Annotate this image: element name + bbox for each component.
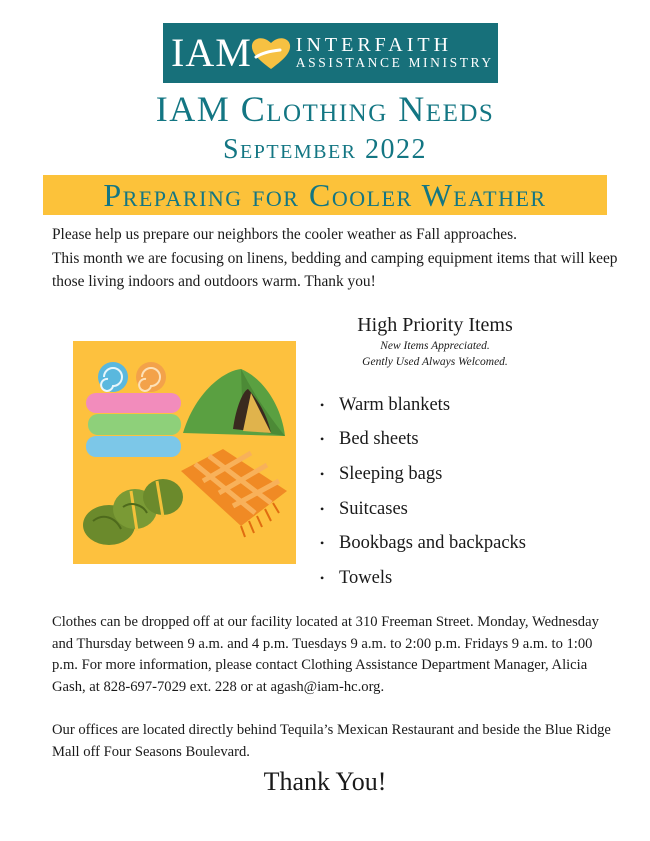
priority-note-new: New Items Appreciated. [380,340,490,352]
bullet-icon: • [320,397,325,412]
list-item [320,423,526,458]
logo-wordmark [296,35,494,70]
item-label: Warm blankets [339,394,451,415]
bullet-icon: • [320,501,325,516]
closing-thank-you: Thank You! [263,767,387,796]
intro-line-1: Please help us prepare our neighbors the cooler weather as Fall approaches. [52,226,517,243]
bullet-icon: • [320,536,325,551]
item-label: Bed sheets [339,429,419,450]
list-item [320,388,526,423]
theme-banner [43,175,607,215]
item-label: Suitcases [339,498,408,519]
folded-towel-green-icon [88,414,181,435]
checkered-blanket-icon [181,449,287,537]
rolled-towel-orange-icon [136,362,166,392]
folded-towel-pink-icon [86,393,181,413]
bullet-icon: • [320,466,325,481]
logo-line-ministry: ASSISTANCE MINISTRY [295,55,494,71]
intro-text [52,223,622,294]
list-item [320,526,526,561]
item-label: Sleeping bags [339,463,443,484]
iam-logo [163,23,498,83]
logo-letters: IAM [171,30,252,75]
page-subtitle: September 2022 [222,134,428,165]
dropoff-info: Clothes can be dropped off at our facility located at 310 Freeman Street. Monday, Wednesday and Thursday between 9 a.m. and 4 p.m. Tuesdays 9 a.m. to 2:00 p.m. Fridays 9 a.m. to 1:00 p.m. For more information, please contact Clothing Assistance Department Manager, Alicia Gash, at 828-697-7029 ext. 228 or at agash@iam-hc.org. [52,614,599,695]
heart-icon [250,35,292,71]
list-item [320,561,526,596]
list-item [320,492,526,527]
rolled-towel-blue-icon [98,362,128,392]
item-label: Bookbags and backpacks [339,533,527,554]
location-info: Our offices are located directly behind Tequila’s Mexican Restaurant and beside the Blue Ridge Mall off Four Seasons Boulevard. [52,722,611,760]
tent-icon [183,369,285,436]
item-label: Towels [339,567,393,588]
bedding-camping-illustration [73,341,296,564]
folded-towel-lightblue-icon [86,436,181,457]
bullet-icon: • [320,432,325,447]
bullet-icon: • [320,570,325,585]
priority-note-used: Gently Used Always Welcomed. [362,356,508,368]
sleeping-bag-icon [83,479,183,545]
logo-line-interfaith: INTERFAITH [295,34,453,57]
priority-title: High Priority Items [357,314,513,336]
priority-items-list [320,388,526,596]
banner-text: Preparing for Cooler Weather [103,177,547,213]
list-item [320,457,526,492]
page-title: IAM Clothing Needs [155,89,495,129]
intro-line-2: This month we are focusing on linens, bedding and camping equipment items that will keep those living indoors and outdoors warm. Thank you! [52,249,618,290]
